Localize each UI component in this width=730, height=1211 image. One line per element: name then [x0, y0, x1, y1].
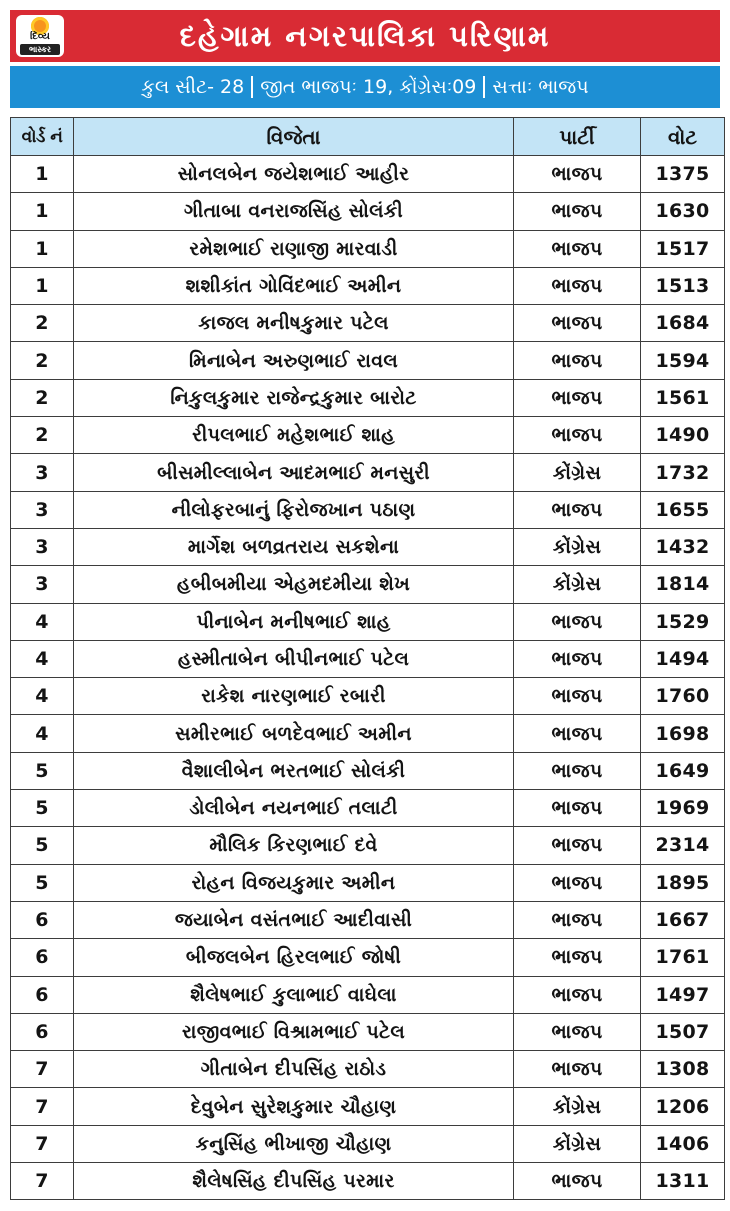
winner-cell: રાજીવભાઈ વિશ્રામભાઈ પટેલ	[74, 1013, 514, 1050]
ward-cell: 4	[11, 678, 74, 715]
table-row	[11, 267, 725, 304]
winner-cell: નિકુલકુમાર રાજેન્દ્રકુમાર બારોટ	[74, 379, 514, 416]
party-cell: ભાજપ	[514, 379, 641, 416]
party-cell: કોંગ્રેસ	[514, 454, 641, 491]
ward-cell: 5	[11, 752, 74, 789]
votes-cell: 1594	[641, 342, 725, 379]
ward-cell: 2	[11, 305, 74, 342]
winner-cell: કનુસિંહ ભીખાજી ચૌહાણ	[74, 1125, 514, 1162]
winner-cell: રોહન વિજયકુમાર અમીન	[74, 864, 514, 901]
summary-bar	[10, 66, 720, 108]
votes-cell: 2314	[641, 827, 725, 864]
votes-cell: 1206	[641, 1088, 725, 1125]
winner-cell: દેવુબેન સુરેશકુમાર ચૌહાણ	[74, 1088, 514, 1125]
votes-cell: 1969	[641, 790, 725, 827]
votes-cell: 1507	[641, 1013, 725, 1050]
ward-cell: 6	[11, 976, 74, 1013]
votes-cell: 1698	[641, 715, 725, 752]
party-cell: ભાજપ	[514, 790, 641, 827]
ward-cell: 1	[11, 230, 74, 267]
table-row	[11, 566, 725, 603]
ward-cell: 2	[11, 379, 74, 416]
table-row	[11, 939, 725, 976]
ward-cell: 3	[11, 454, 74, 491]
party-cell: ભાજપ	[514, 156, 641, 193]
party-cell: ભાજપ	[514, 678, 641, 715]
votes-cell: 1760	[641, 678, 725, 715]
table-row	[11, 827, 725, 864]
ward-cell: 3	[11, 491, 74, 528]
table-row	[11, 678, 725, 715]
party-cell: ભાજપ	[514, 603, 641, 640]
winner-cell: શશીકાંત ગોવિંદભાઈ અમીન	[74, 267, 514, 304]
votes-cell: 1667	[641, 901, 725, 938]
party-cell: ભાજપ	[514, 827, 641, 864]
party-cell: ભાજપ	[514, 1051, 641, 1088]
ward-cell: 6	[11, 939, 74, 976]
votes-cell: 1684	[641, 305, 725, 342]
votes-cell: 1561	[641, 379, 725, 416]
party-cell: ભાજપ	[514, 640, 641, 677]
ward-cell: 2	[11, 417, 74, 454]
table-row	[11, 1163, 725, 1200]
ward-cell: 3	[11, 566, 74, 603]
party-cell: ભાજપ	[514, 939, 641, 976]
party-cell: ભાજપ	[514, 342, 641, 379]
summary-party-wins: જીત ભાજપઃ 19, કોંગ્રેસઃ09	[260, 76, 477, 98]
column-header-winner: વિજેતા	[74, 118, 514, 156]
results-table	[10, 117, 725, 1200]
votes-cell: 1517	[641, 230, 725, 267]
ward-cell: 5	[11, 827, 74, 864]
table-row	[11, 454, 725, 491]
table-row	[11, 864, 725, 901]
ward-cell: 7	[11, 1163, 74, 1200]
winner-cell: સોનલબેન જયેશભાઈ આહીર	[74, 156, 514, 193]
votes-cell: 1649	[641, 752, 725, 789]
party-cell: ભાજપ	[514, 752, 641, 789]
table-row	[11, 193, 725, 230]
winner-cell: ગીતાબા વનરાજસિંહ સોલંકી	[74, 193, 514, 230]
winner-cell: શૈલેષસિંહ દીપસિંહ પરમાર	[74, 1163, 514, 1200]
summary-total-seats: કુલ સીટ- 28	[141, 76, 245, 98]
votes-cell: 1308	[641, 1051, 725, 1088]
table-row	[11, 342, 725, 379]
winner-cell: ગીતાબેન દીપસિંહ રાઠોડ	[74, 1051, 514, 1088]
votes-cell: 1494	[641, 640, 725, 677]
ward-cell: 1	[11, 267, 74, 304]
party-cell: ભાજપ	[514, 267, 641, 304]
votes-cell: 1432	[641, 528, 725, 565]
ward-cell: 3	[11, 528, 74, 565]
winner-cell: બીસમીલ્લાબેન આદમભાઈ મનસુરી	[74, 454, 514, 491]
party-cell: ભાજપ	[514, 193, 641, 230]
table-row	[11, 603, 725, 640]
party-cell: ભાજપ	[514, 976, 641, 1013]
logo-text-line1: દિવ્ય	[30, 31, 50, 42]
votes-cell: 1311	[641, 1163, 725, 1200]
votes-cell: 1513	[641, 267, 725, 304]
table-row	[11, 305, 725, 342]
ward-cell: 6	[11, 1013, 74, 1050]
votes-cell: 1490	[641, 417, 725, 454]
ward-cell: 7	[11, 1088, 74, 1125]
header-row	[11, 118, 725, 156]
winner-cell: પીનાબેન મનીષભાઈ શાહ	[74, 603, 514, 640]
votes-cell: 1630	[641, 193, 725, 230]
table-row	[11, 230, 725, 267]
winner-cell: શૈલેષભાઈ કુલાભાઈ વાઘેલા	[74, 976, 514, 1013]
party-cell: ભાજપ	[514, 417, 641, 454]
table-row	[11, 491, 725, 528]
table-row	[11, 1088, 725, 1125]
table-row	[11, 790, 725, 827]
winner-cell: મૌલિક કિરણભાઈ દવે	[74, 827, 514, 864]
party-cell: ભાજપ	[514, 1163, 641, 1200]
winner-cell: નીલોફરબાનું ફિરોજખાન પઠાણ	[74, 491, 514, 528]
party-cell: ભાજપ	[514, 715, 641, 752]
votes-cell: 1655	[641, 491, 725, 528]
winner-cell: હબીબમીયા એહમદમીયા શેખ	[74, 566, 514, 603]
ward-cell: 1	[11, 156, 74, 193]
votes-cell: 1406	[641, 1125, 725, 1162]
votes-cell: 1529	[641, 603, 725, 640]
table-row	[11, 640, 725, 677]
party-cell: ભાજપ	[514, 305, 641, 342]
ward-cell: 4	[11, 603, 74, 640]
table-row	[11, 528, 725, 565]
winner-cell: મિનાબેન અરુણભાઈ રાવલ	[74, 342, 514, 379]
winner-cell: રીપલભાઈ મહેશભાઈ શાહ	[74, 417, 514, 454]
party-cell: કોંગ્રેસ	[514, 566, 641, 603]
table-row	[11, 156, 725, 193]
table-body	[11, 156, 725, 1200]
table-row	[11, 417, 725, 454]
votes-cell: 1375	[641, 156, 725, 193]
table-row	[11, 901, 725, 938]
party-cell: કોંગ્રેસ	[514, 1125, 641, 1162]
votes-cell: 1761	[641, 939, 725, 976]
ward-cell: 2	[11, 342, 74, 379]
votes-cell: 1814	[641, 566, 725, 603]
party-cell: ભાજપ	[514, 1013, 641, 1050]
ward-cell: 4	[11, 715, 74, 752]
votes-cell: 1497	[641, 976, 725, 1013]
ward-cell: 4	[11, 640, 74, 677]
party-cell: ભાજપ	[514, 901, 641, 938]
winner-cell: જયાબેન વસંતભાઈ આદીવાસી	[74, 901, 514, 938]
winner-cell: કાજલ મનીષકુમાર પટેલ	[74, 305, 514, 342]
party-cell: ભાજપ	[514, 230, 641, 267]
winner-cell: ડોલીબેન નયનભાઈ તલાટી	[74, 790, 514, 827]
page-title: દહેગામ નગરપાલિકા પરિણામ	[179, 19, 551, 53]
table-row	[11, 976, 725, 1013]
table-row	[11, 752, 725, 789]
winner-cell: રમેશભાઈ રાણાજી મારવાડી	[74, 230, 514, 267]
table-row	[11, 1051, 725, 1088]
ward-cell: 5	[11, 864, 74, 901]
logo-text-line2: ભાસ્કર	[20, 44, 60, 55]
party-cell: ભાજપ	[514, 864, 641, 901]
party-cell: ભાજપ	[514, 491, 641, 528]
summary-ruling-party: સત્તાઃ ભાજપ	[492, 76, 589, 98]
column-header-ward: વોર્ડ નં	[11, 118, 74, 156]
table-row	[11, 1125, 725, 1162]
votes-cell: 1732	[641, 454, 725, 491]
party-cell: કોંગ્રેસ	[514, 1088, 641, 1125]
winner-cell: બીજલબેન હિરલભાઈ જોષી	[74, 939, 514, 976]
winner-cell: સમીરભાઈ બળદેવભાઈ અમીન	[74, 715, 514, 752]
column-header-party: પાર્ટી	[514, 118, 641, 156]
table-header	[11, 118, 725, 156]
party-cell: કોંગ્રેસ	[514, 528, 641, 565]
ward-cell: 6	[11, 901, 74, 938]
winner-cell: રાકેશ નારણભાઈ રબારી	[74, 678, 514, 715]
table-row	[11, 379, 725, 416]
ward-cell: 1	[11, 193, 74, 230]
winner-cell: હસ્મીતાબેન બીપીનભાઈ પટેલ	[74, 640, 514, 677]
title-bar	[10, 10, 720, 62]
ward-cell: 5	[11, 790, 74, 827]
table-row	[11, 1013, 725, 1050]
column-header-votes: વોટ	[641, 118, 725, 156]
votes-cell: 1895	[641, 864, 725, 901]
table-row	[11, 715, 725, 752]
winner-cell: માર્ગેશ બળવ્રતરાય સકશેના	[74, 528, 514, 565]
ward-cell: 7	[11, 1051, 74, 1088]
winner-cell: વૈશાલીબેન ભરતભાઈ સોલંકી	[74, 752, 514, 789]
ward-cell: 7	[11, 1125, 74, 1162]
divya-bhaskar-logo	[16, 15, 64, 57]
